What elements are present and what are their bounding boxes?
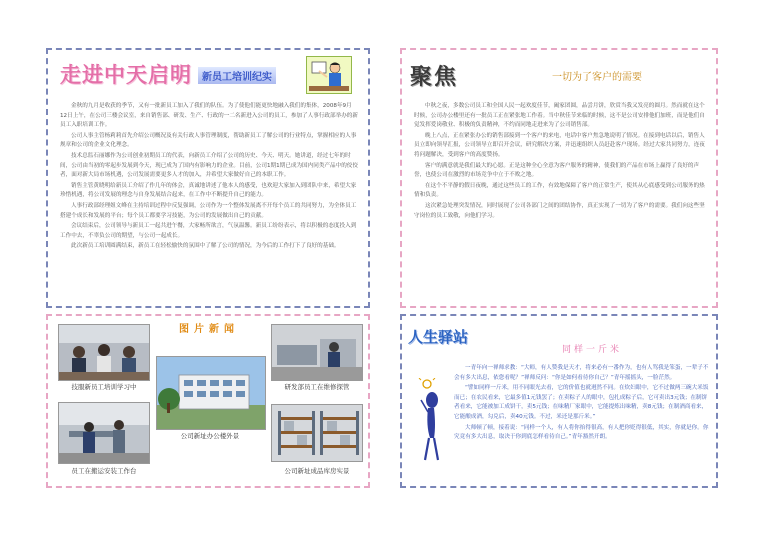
photo-training (58, 324, 150, 381)
caption-new-office: 公司新址办公楼外景 (180, 432, 240, 440)
focus-paragraph: 中秋之夜，多数公司员工和全国人民一起欢度佳节，阖家团圆，品尝月饼，欣赏当我又发亮的圆月。然而就在这个时候，公司办公楼里还有一批员工正在紧张地工作着。当中秋佳节来临的时候，这不是公司安排他们加班，而是他们自觉发挥爱岗敬业、积极的负责精神，不约而同地走进来为了公司销售部。 (414, 103, 705, 129)
article-paragraph: 金秋的九月是收获的季节，又有一批新员工加入了我们的队伍。为了使他们能更快地融入我们的集体，2008年9月12日上午，在公司三楼会议室，来自销售部、研发、生产、行政的一二名新进入公司的员工，参加了人事行政部举办的新员工入职培训工作。 (60, 103, 358, 129)
caption-warehouse: 公司新址成品库房实景 (284, 467, 350, 475)
article-subtitle: 新员工培训纪实 (198, 67, 276, 84)
life-paragraph: 大师顿了顿，接着说：“同样一个人，有人将你抬得很高，有人把你贬得很低，其实，你就是你。你究竟有多大出息，取决于你到底怎样看待自己。”青年豁然开朗。 (454, 424, 709, 441)
caption-rd-repair: 研发部员工在维修探管 (284, 383, 350, 391)
life-paragraph: 一青年向一禅师求教：“大师，有人赞我是天才，将来必有一番作为，也有人骂我是笨蛋，一辈子不会有多大出息，依您看呢？”禅师反问：“你是如何看待你自己？”青年摇摇头，一脸茫然。 (454, 365, 709, 381)
stick-figure-icon (416, 378, 446, 464)
article-paragraph: 销售主管黄晓明给新员工介绍了作几年的体会，真诚地讲述了他本人的感受，也欢迎大家加入到团队中来，希望大家珍惜机遇，将公司发展的理念与自身发展结合起来，在工作中不断提升自己的能力。 (60, 182, 357, 199)
article-paragraph: 会议结束后，公司领导与新员工一起共进午餐，大家畅所欲言，气氛温馨。新员工纷纷表示，将以积极的态度投入到工作中去，不辜负公司的期望，与公司一起成长。 (60, 223, 357, 239)
article-paragraph: 人事行政部经理姐文峰在主持培训过程中反复强调，公司作为一个整体发展离不开每个员工的共同努力，为全体员工搭建个成长和发展的平台；每个员工都要学习技能，为公司的发展做出自己的贡献。 (60, 202, 357, 219)
photo-rd-repair (271, 324, 363, 381)
teacher-clipart (306, 56, 352, 94)
focus-paragraph: 在这个不平静的假日夜晚，通过这些员工的工作，有效地保障了客户的正常生产，使其从心底感受到公司服务的热情和负责。 (414, 182, 705, 199)
article-paragraph: 技术总监石丽娜作为公司创业初期员工的代表，向新员工介绍了公司的历史、今天、明天。她讲道，经过七年的时间，公司由当初的零起步发展到今天，现已成为了国内有影响力的企业。目前，公司1期1期已成为国内同类产品中的佼佼者，面对新大局市场机遇，公司发展需要更多人才的加入，并希望大家做好自己的本职工作。 (60, 152, 358, 179)
photo-warehouse (271, 404, 363, 462)
photo-workbench (58, 402, 150, 464)
article-paragraph: 此次新员工培训圆满结束，新员工在轻松愉快的氛围中了解了公司的情况，为今后的工作打下了良好的基础。 (71, 243, 340, 250)
photo-new-office (156, 356, 266, 430)
focus-paragraph: 这次紧急处理突发情况，同时展现了公司各部门之间的团结协作，真正实现了一切为了客户的需要。我们向这些坚守岗位的员工致敬，向他们学习。 (414, 202, 705, 219)
caption-training: 技服新员工培训学习中 (71, 383, 137, 391)
focus-body (414, 102, 707, 222)
focus-paragraph: 晚上八点，正在紧张办公的销售部接到一个客户的来电，电话中客户焦急地说明了情况。在接到电话以后，销售人员立即向领导汇报，公司领导立即召开会议，研究解决方案，并迅速组织人员赶赴客户现场。经过大家共同努力，连夜将问题解决，受到客户的高度赞扬。 (414, 132, 705, 158)
panel-life-station (400, 314, 718, 488)
life-subtitle: 同样一斤米 (562, 345, 623, 355)
focus-paragraph: 客户的满意就是我们最大的心愿。正是这种全心全意为客户服务的精神，使我们的产品在市场上赢得了良好的声誉，也使公司在激烈的市场竞争中立于不败之地。 (414, 162, 700, 179)
life-title: 人生驿站 (408, 328, 469, 346)
panel-photo-news (46, 314, 370, 488)
focus-title: 聚焦 (410, 64, 459, 90)
focus-subtitle: 一切为了客户的需要 (552, 72, 642, 83)
life-paragraph: “譬如同样一斤米，用不同眼光去看，它的价值也就迥然不同。在炊妇眼中，它不过做两三碗大米饭而已；在农民看来，它最多值1元钱罢了；在卖粽子人的眼中，包扎成粽子后，它可卖出3元钱；在制饼者看来，它能被加工成饼干，卖5元钱；在味精厂家眼中，它能提炼出味精，卖8元钱；在制酒商看来，它能酿成酒，勾兑后，卖40元钱。不过，米还是那斤米。” (454, 385, 709, 420)
article-body (60, 102, 358, 253)
photo-news-title: 图片新闻 (179, 324, 239, 335)
life-body (454, 364, 710, 444)
article-title: 走进中天启明 (60, 62, 192, 87)
caption-workbench: 员工在搬运安装工作台 (71, 467, 137, 475)
panel-focus-article (400, 48, 718, 308)
panel-training-article (46, 48, 370, 308)
article-paragraph: 公司人事主管杨莉莉首先介绍公司概况及有关行政人事管理制度，帮助新员工了解公司的行业特点，掌握相应的人事规章和公司的企业文化理念。 (60, 132, 357, 149)
